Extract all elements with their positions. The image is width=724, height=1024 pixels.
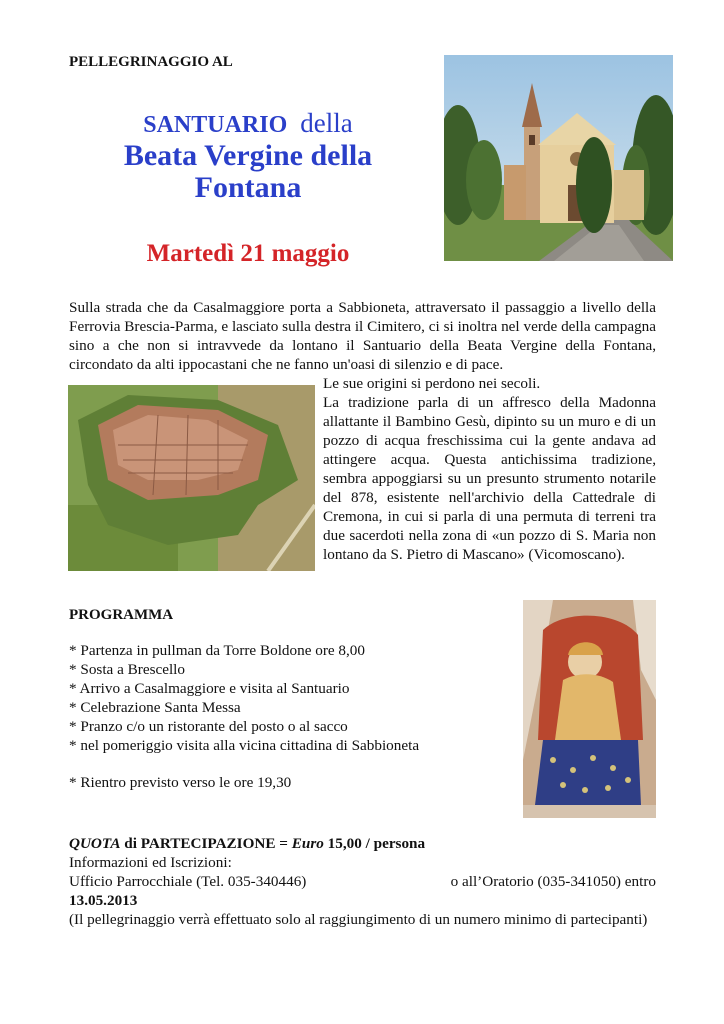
title-della: della bbox=[300, 108, 353, 138]
quota-line bbox=[69, 834, 656, 853]
aerial-photo bbox=[68, 385, 315, 571]
intro-paragraph: Sulla strada che da Casalmaggiore porta a Sabbioneta, attraversato il passaggio a livello della Ferrovia Brescia-Parma, e lasciato sulla destra il Cimitero, ci si inoltra nel verde della campagna sino a che non si intravvede da lontano il Santuario della Beata Vergine della Fontana, circondato da alti ippocastani che ne fanno un'oasi di silenzio e di pace. bbox=[69, 299, 656, 373]
list-item: * nel pomeriggio visita alla vicina cittadina di Sabbioneta bbox=[69, 737, 420, 754]
list-item: * Celebrazione Santa Messa bbox=[69, 699, 241, 716]
deadline: 13.05.2013 bbox=[69, 892, 138, 909]
quota-currency: Euro bbox=[291, 835, 324, 852]
list-item: * Partenza in pullman da Torre Boldone ore 8,00 bbox=[69, 642, 365, 659]
minimum-note: (Il pellegrinaggio verrà effettuato solo al raggiungimento di un numero minimo di partecipanti) bbox=[69, 911, 648, 928]
list-item: * Arrivo a Casalmaggiore e visita al Santuario bbox=[69, 680, 350, 697]
fresco-image bbox=[523, 600, 656, 818]
title-line-3: Fontana bbox=[194, 171, 302, 204]
title-line-1 bbox=[88, 108, 408, 140]
programma-heading: PROGRAMMA bbox=[69, 607, 174, 623]
info-line: Informazioni ed Iscrizioni: bbox=[69, 854, 232, 871]
quota-label-rest: di PARTECIPAZIONE = bbox=[120, 835, 292, 852]
title-line-2: Beata Vergine della bbox=[123, 139, 373, 172]
contact-oratory: o all’Oratorio (035-341050) entro bbox=[450, 873, 656, 890]
origins-first-line: Le sue origini si perdono nei secoli. bbox=[323, 375, 541, 392]
programma-list bbox=[69, 641, 489, 755]
rientro-line: * Rientro previsto verso le ore 19,30 bbox=[69, 774, 292, 791]
title-santuario: SANTUARIO bbox=[143, 112, 288, 138]
contact-line bbox=[69, 872, 656, 891]
list-item: * Pranzo c/o un ristorante del posto o al sacco bbox=[69, 718, 348, 735]
list-item: * Sosta a Brescello bbox=[69, 661, 185, 678]
contact-parish: Ufficio Parrocchiale (Tel. 035-340446) bbox=[69, 873, 307, 890]
quota-label: QUOTA bbox=[69, 835, 121, 852]
origins-paragraph bbox=[323, 374, 656, 564]
title-block bbox=[88, 108, 408, 204]
church-photo bbox=[444, 55, 673, 261]
origins-body: La tradizione parla di un affresco della Madonna allattante il Bambino Gesù, dipinto su un muro e di un pozzo di acqua freschissima cui la gente andava ad attingere acqua. Questa antichissima tradizione, sembra appoggiarsi su un presunto strumento notarile del 878, esistente nell'archivio della Cattedrale di Cremona, in cui si parla di una permuta di terreni tra due sacerdoti nella zona di «un pozzo di S. Maria non lontano da S. Pietro di Mascano» (Vicomoscano). bbox=[323, 394, 656, 563]
pre-title: PELLEGRINAGGIO AL bbox=[69, 54, 233, 70]
event-date: Martedì 21 maggio bbox=[146, 240, 350, 267]
quota-amount: 15,00 / persona bbox=[323, 835, 426, 852]
quota-section bbox=[69, 834, 656, 929]
